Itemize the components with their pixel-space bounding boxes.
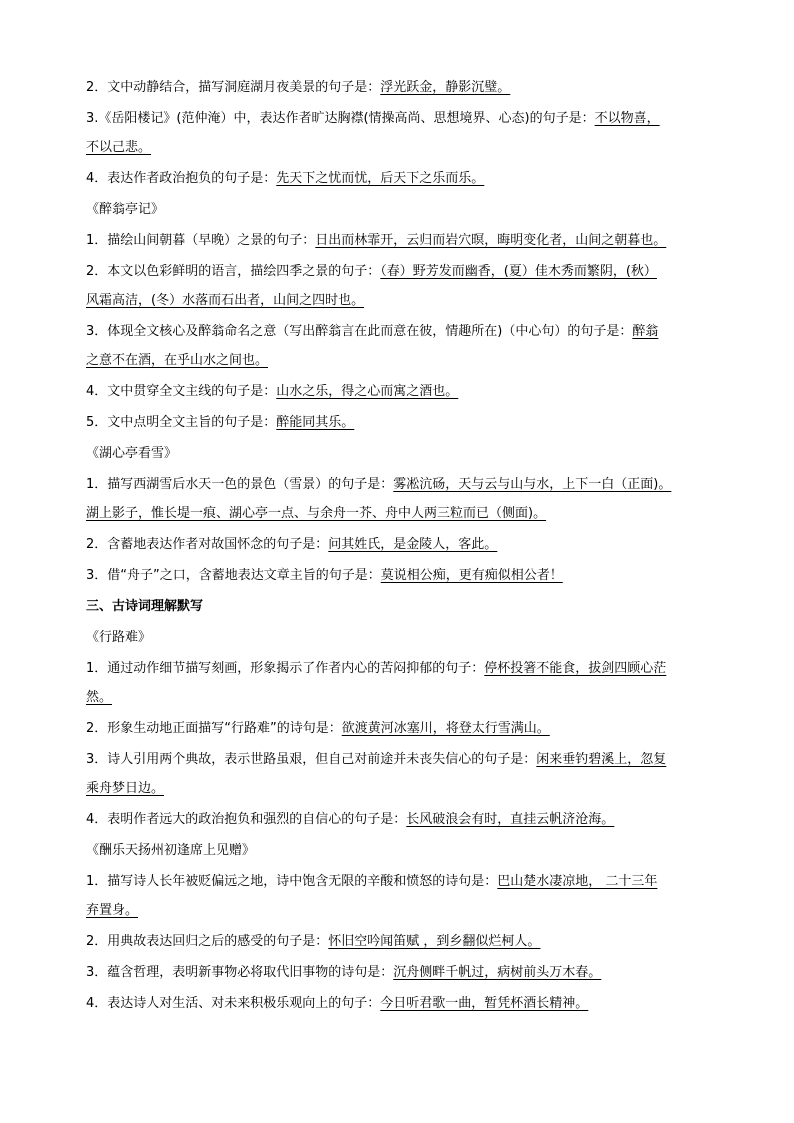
item-block xyxy=(86,750,720,798)
answer-text: 沉舟侧畔千帆过，病树前头万木春。 xyxy=(393,965,602,980)
item-block xyxy=(86,475,720,523)
item-block xyxy=(86,659,720,707)
item-line xyxy=(86,810,720,829)
answer-text: 不以己悲。 xyxy=(86,140,152,155)
question-text: 2．文中动静结合，描写洞庭湖月夜美景的句子是： xyxy=(86,80,381,95)
section-title: 《醉翁亭记》 xyxy=(86,202,165,217)
item-line-continued xyxy=(86,291,720,310)
answer-text: 之意不在酒，在乎山水之间也。 xyxy=(86,353,269,368)
answer-text: 先天下之忧而忧，后天下之乐而乐。 xyxy=(276,171,485,186)
item-block xyxy=(86,109,720,157)
question-text: 3.《岳阳楼记》(范仲淹）中，表达作者旷达胸襟(情操高尚、思想境界、心态)的句子是： xyxy=(86,111,595,126)
answer-text: 怀旧空吟闻笛赋 ，到乡翻似烂柯人。 xyxy=(328,934,541,949)
item-line-continued xyxy=(86,138,720,157)
answer-text: 醉翁 xyxy=(632,324,659,339)
section-heading: 三、古诗词理解默写 xyxy=(86,599,204,614)
answer-text: 欲渡黄河冰塞川，将登太行雪满山。 xyxy=(341,721,550,736)
item-line xyxy=(86,169,720,188)
answer-text: 闲来垂钓碧溪上，忽复 xyxy=(536,752,667,767)
item-line xyxy=(86,932,720,951)
answer-text: 停杯投箸不能食，拔剑四顾心茫 xyxy=(484,661,667,676)
question-text: 2．形象生动地正面描写“行路难”的诗句是： xyxy=(86,721,342,736)
question-text: 4．表达诗人对生活、对未来积极乐观向上的句子： xyxy=(86,996,381,1011)
question-text: 1．描写西湖雪后水天一色的景色（雪景）的句子是： xyxy=(86,477,394,492)
question-text: 2．用典故表达回归之后的感受的句子是： xyxy=(86,934,329,949)
question-text: 2．含蓄地表达作者对故国怀念的句子是： xyxy=(86,537,329,552)
item-line xyxy=(86,719,720,738)
answer-text: 长风破浪会有时，直挂云帆济沧海。 xyxy=(406,812,615,827)
answer-text: 湖上影子，惟长堤一痕、湖心亭一点、与余舟一芥、舟中人两三粒而已（侧面)。 xyxy=(86,506,547,521)
item-line xyxy=(86,535,720,554)
section-title: 《行路难》 xyxy=(86,630,152,645)
question-text: 4．文中贯穿全文主线的句子是： xyxy=(86,384,277,399)
item-block xyxy=(86,872,720,920)
question-text: 2．本文以色彩鲜明的语言，描绘四季之景的句子： xyxy=(86,264,381,279)
answer-text: 然。 xyxy=(86,690,113,705)
answer-text: 乘舟梦日边。 xyxy=(86,781,165,796)
item-line xyxy=(86,750,720,769)
section-title: 《酬乐天扬州初逢席上见赠》 xyxy=(86,843,256,858)
answer-text: 问其姓氏，是金陵人，客此。 xyxy=(328,537,498,552)
item-line xyxy=(86,872,720,891)
item-line xyxy=(86,262,720,281)
item-line-continued xyxy=(86,351,720,370)
question-text: 4．表明作者远大的政治抱负和强烈的自信心的句子是： xyxy=(86,812,407,827)
answer-text: 山水之乐，得之心而寓之酒也。 xyxy=(276,384,459,399)
question-text: 4．表达作者政治抱负的句子是： xyxy=(86,171,277,186)
question-text: 1．描绘山间朝暮（早晚）之景的句子： xyxy=(86,233,316,248)
question-text: 3．蕴含哲理，表明新事物必将取代旧事物的诗句是： xyxy=(86,965,394,980)
answer-text: 浮光跃金，静影沉璧。 xyxy=(380,80,511,95)
answer-text: 今日听君歌一曲，暂凭杯酒长精神。 xyxy=(380,996,589,1011)
item-line xyxy=(86,475,720,494)
item-line xyxy=(86,659,720,678)
item-line xyxy=(86,566,720,585)
question-text: 3．借“舟子”之口，含蓄地表达文章主旨的句子是： xyxy=(86,568,381,583)
question-text: 1．通过动作细节描写刻画，形象揭示了作者内心的苦闷抑郁的句子： xyxy=(86,661,485,676)
answer-text: 巴山楚水凄凉地， 二十三年 xyxy=(497,874,658,889)
question-text: 3．诗人引用两个典故，表示世路虽艰，但自己对前途并未丧失信心的句子是： xyxy=(86,752,537,767)
item-block xyxy=(86,322,720,370)
answer-text: 莫说相公痴，更有痴似相公者！ xyxy=(380,568,563,583)
item-line xyxy=(86,413,720,432)
answer-text: 醉能同其乐。 xyxy=(276,415,355,430)
item-line xyxy=(86,963,720,982)
answer-text: 不以物喜， xyxy=(594,111,660,126)
item-line xyxy=(86,109,720,128)
item-line xyxy=(86,382,720,401)
answer-text: 风霜高洁，(冬）水落而石出者，山间之四时也。 xyxy=(86,293,365,308)
answer-text: 雾凇沆砀，天与云与山与水，上下一白（正面)。 xyxy=(393,477,672,492)
question-text: 5．文中点明全文主旨的句子是： xyxy=(86,415,277,430)
item-line-continued xyxy=(86,504,720,523)
item-line xyxy=(86,231,720,250)
item-line-continued xyxy=(86,779,720,798)
answer-text: （春）野芳发而幽香，(夏）佳木秀而繁阴，(秋） xyxy=(380,264,657,279)
item-line-continued xyxy=(86,901,720,920)
item-block xyxy=(86,262,720,310)
answer-text: 日出而林霏开，云归而岩穴暝，晦明变化者，山间之朝暮也。 xyxy=(315,233,667,248)
question-text: 3．体现全文核心及醉翁命名之意（写出醉翁言在此而意在彼，情趣所在)（中心句）的句子是： xyxy=(86,324,633,339)
section-title: 《湖心亭看雪》 xyxy=(86,446,178,461)
item-line xyxy=(86,322,720,341)
answer-text: 弃置身。 xyxy=(86,903,139,918)
question-text: 1．描写诗人长年被贬偏远之地，诗中饱含无限的辛酸和愤怒的诗句是： xyxy=(86,874,498,889)
item-line xyxy=(86,78,720,97)
item-line-continued xyxy=(86,688,720,707)
item-line xyxy=(86,994,720,1013)
